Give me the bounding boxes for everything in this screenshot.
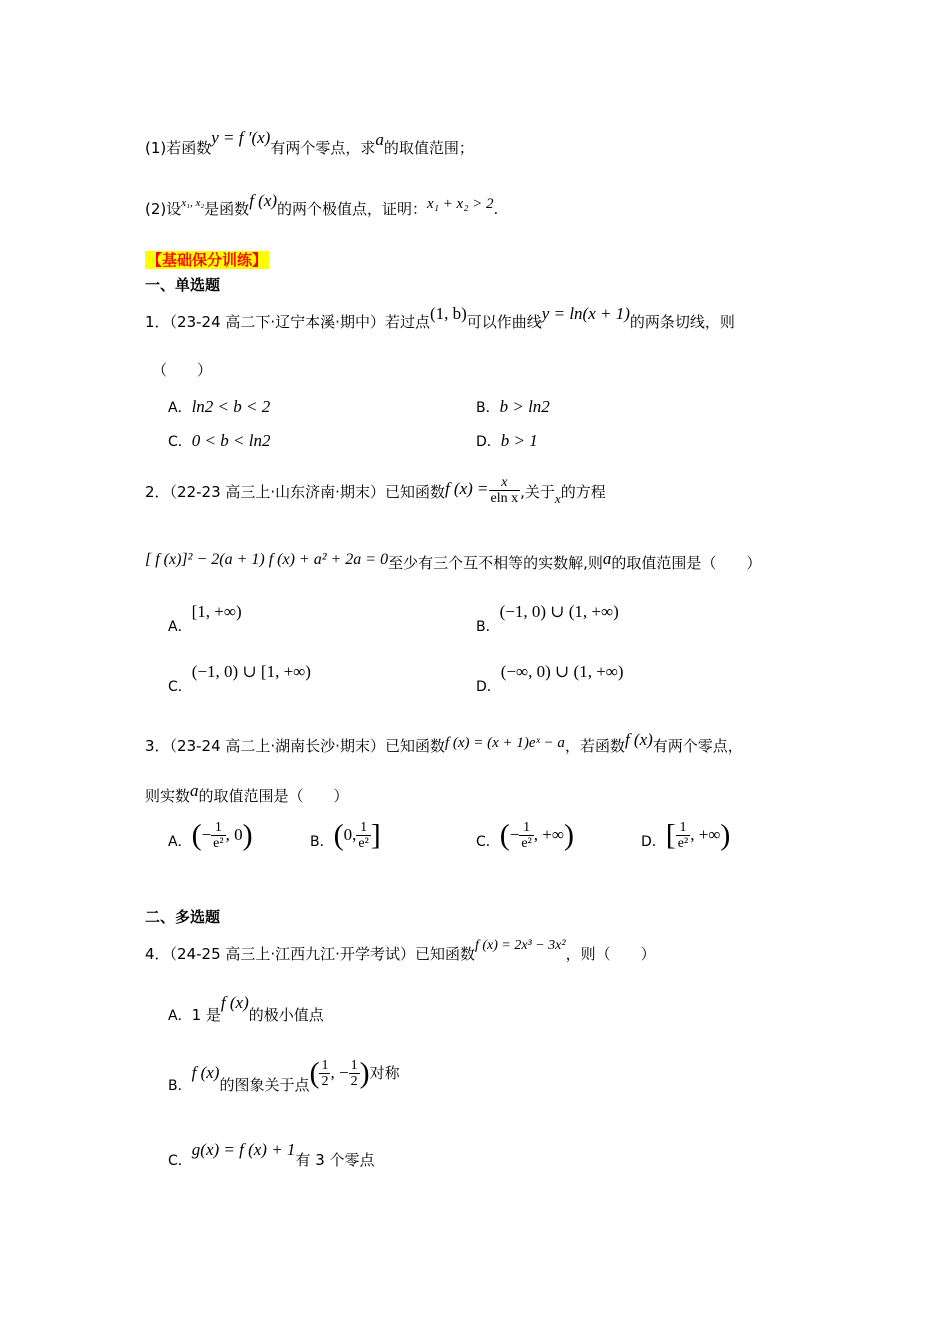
- q3-option-a-den: e²: [213, 836, 224, 851]
- part2-end: .: [493, 200, 499, 218]
- q4-end: ，则（ ）: [565, 945, 656, 963]
- q3-stem: [145, 730, 743, 757]
- q4-option-b-frac2: [349, 1058, 360, 1089]
- q3-func: f (x) = (x + 1)eˣ − a: [444, 735, 565, 751]
- q2-equation: [ f (x)]² − 2(a + 1) f (x) + a² + 2a = 0: [145, 551, 389, 568]
- q2-mid: ,关于: [520, 483, 555, 501]
- q4-option-c-post: 有 3 个零点: [295, 1151, 375, 1169]
- q3-option-a-rparen: ): [242, 818, 253, 852]
- q1-option-a[interactable]: [168, 397, 270, 418]
- q2-tail2: 的取值范围是（ ）: [611, 554, 762, 572]
- q1-curve: y = ln(x + 1): [541, 304, 630, 323]
- q3-option-b-lparen: (: [333, 818, 344, 852]
- q3-line2b: 的取值范围是（ ）: [198, 787, 349, 805]
- q1-option-c[interactable]: [168, 431, 270, 452]
- q3-option-b-rbracket: ]: [370, 818, 381, 852]
- q1-end: 的两条切线，则: [629, 313, 735, 331]
- q3-option-c-lparen: (: [499, 818, 510, 852]
- q2-var-a: a: [602, 549, 612, 568]
- q3-source: （23-24 高二上·湖南长沙·期末）已知函数: [169, 737, 445, 755]
- q3-option-c-rparen: ): [564, 818, 575, 852]
- q4-option-b-mid: 的图象关于点: [219, 1076, 310, 1094]
- q1-option-a-label: A．: [168, 400, 192, 416]
- q4-option-b-lparen: (: [309, 1056, 320, 1090]
- q3-option-d-den: e²: [677, 836, 689, 851]
- q4-option-c-label: C．: [168, 1153, 192, 1169]
- q1-source: （23-24 高二下·辽宁本溪·期中）若过点: [169, 313, 430, 331]
- q3-option-d-frac: [676, 820, 690, 851]
- q2-number: 2．: [145, 483, 170, 501]
- q3-option-c-den: e²: [521, 836, 532, 851]
- q3-option-c-num: 1: [519, 820, 533, 836]
- q2-option-b-label: B．: [476, 619, 500, 635]
- q4-option-b-n2: 1: [350, 1058, 358, 1073]
- q3-option-d-label: D．: [641, 834, 666, 850]
- q3-option-a-pre: −: [201, 825, 212, 844]
- part2-middle: 是函数: [204, 200, 250, 218]
- q2-fraction-den: eln x: [490, 491, 519, 506]
- q4-option-a-label: A．: [168, 1008, 192, 1024]
- q3-option-c-label: C．: [476, 834, 500, 850]
- q2-option-a-label: A．: [168, 619, 192, 635]
- q4-option-a[interactable]: [168, 993, 324, 1026]
- q2-option-a-text: [1, +∞): [191, 602, 242, 621]
- q2-stem: [145, 477, 606, 508]
- q1-option-a-text: ln2 < b < 2: [191, 397, 271, 416]
- q3-option-b-label: B．: [310, 834, 334, 850]
- part1-suffix: 的取值范围；: [383, 139, 474, 157]
- q3-option-d-num: 1: [676, 820, 690, 836]
- section-basic-heading: [145, 250, 269, 270]
- q1-option-b[interactable]: [476, 397, 550, 418]
- q4-option-b-sep: , −: [330, 1063, 349, 1082]
- q3-option-a-lparen: (: [191, 818, 202, 852]
- q2-fraction: [489, 475, 521, 506]
- q3-option-d-post: , +∞: [690, 825, 721, 844]
- q4-option-b-post: 对称: [369, 1064, 400, 1082]
- q4-option-b-d1: 2: [321, 1074, 329, 1089]
- q3-option-c-post: , +∞: [533, 825, 565, 844]
- q4-number: 4．: [145, 945, 170, 963]
- q4-option-b-d2: 2: [350, 1074, 358, 1089]
- q2-func: f (x) =: [444, 479, 489, 498]
- q4-option-c-func: g(x) = f (x) + 1: [191, 1140, 296, 1159]
- q2-option-c[interactable]: [168, 662, 311, 695]
- q1-option-d-label: D．: [476, 434, 501, 450]
- q3-option-d-lbracket: [: [665, 818, 676, 852]
- section-basic-label: 【基础保分训练】: [147, 251, 268, 269]
- q4-option-a-func: f (x): [220, 993, 249, 1012]
- q2-fraction-num: x: [489, 475, 521, 491]
- q3-option-c-pre: −: [509, 825, 520, 844]
- q3-option-b-num: 1: [356, 820, 370, 836]
- q4-option-b-label: B．: [168, 1078, 192, 1094]
- q3-option-a-frac: [211, 820, 225, 851]
- q2-tail: 至少有三个互不相等的实数解,则: [388, 554, 603, 572]
- q3-option-a[interactable]: [168, 820, 253, 851]
- q1-option-c-text: 0 < b < ln2: [191, 431, 271, 450]
- part2-vars: x₁, x₂: [181, 197, 205, 209]
- q1-option-b-text: b > ln2: [499, 397, 550, 416]
- section-single-heading: 一、单选题: [145, 276, 221, 294]
- q2-end: 的方程: [560, 483, 606, 501]
- q3-mid: ，若函数: [564, 737, 625, 755]
- q3-option-a-label: A．: [168, 834, 192, 850]
- q1-mid: 可以作曲线: [466, 313, 542, 331]
- q3-option-b[interactable]: [310, 820, 381, 851]
- q1-point: (1, b): [429, 304, 467, 323]
- part2-func: f (x): [249, 191, 278, 210]
- q2-option-d[interactable]: [476, 662, 624, 695]
- q4-option-b-rparen: ): [359, 1056, 370, 1090]
- q4-option-b[interactable]: [168, 1056, 400, 1094]
- q4-source: （24-25 高三上·江西九江·开学考试）已知函数: [169, 945, 475, 963]
- q2-option-d-text: (−∞, 0) ∪ (1, +∞): [500, 662, 624, 681]
- q2-option-c-text: (−1, 0) ∪ [1, +∞): [191, 662, 311, 681]
- q2-source: （22-23 高三上·山东济南·期末）已知函数: [169, 483, 445, 501]
- part2-ineq: x₁ + x₂ > 2: [427, 196, 494, 212]
- q2-option-c-label: C．: [168, 679, 192, 695]
- q1-option-d[interactable]: [476, 431, 538, 452]
- part2-middle2: 的两个极值点，证明：: [277, 200, 428, 218]
- part1-line: [145, 128, 474, 158]
- q2-option-d-label: D．: [476, 679, 501, 695]
- q1-option-d-text: b > 1: [500, 431, 538, 450]
- q3-number: 3．: [145, 737, 170, 755]
- q2-var: x: [554, 491, 561, 506]
- part1-var: a: [375, 130, 384, 149]
- section-multi-heading: 二、多选题: [145, 908, 221, 926]
- q4-option-b-func: f (x): [191, 1063, 220, 1082]
- q3-end: 有两个零点，: [652, 737, 743, 755]
- part2-line: [145, 191, 499, 221]
- q2-equation-line: [145, 549, 762, 574]
- q4-stem: [145, 938, 656, 966]
- q2-option-b-text: (−1, 0) ∪ (1, +∞): [499, 602, 619, 621]
- q3-option-d[interactable]: [641, 820, 730, 851]
- part1-formula: y = f ′(x): [211, 128, 271, 147]
- q4-func: f (x) = 2x³ − 3x²: [474, 938, 566, 953]
- q4-option-a-pre: 1 是: [191, 1006, 221, 1024]
- q2-option-a[interactable]: [168, 602, 242, 635]
- q4-option-b-frac1: [319, 1058, 330, 1089]
- q3-option-a-post: , 0: [225, 825, 243, 844]
- q4-option-a-post: 的极小值点: [248, 1006, 324, 1024]
- q2-option-b[interactable]: [476, 602, 619, 635]
- q1-stem: [145, 304, 735, 332]
- q3-option-b-pre: 0,: [343, 825, 357, 844]
- q3-option-a-num: 1: [211, 820, 225, 836]
- q3-option-c-frac: [519, 820, 533, 851]
- q1-number: 1．: [145, 313, 170, 331]
- part1-middle: 有两个零点，求: [270, 139, 376, 157]
- q1-option-c-label: C．: [168, 434, 192, 450]
- q3-option-c[interactable]: [476, 820, 574, 851]
- q3-option-b-frac: [356, 820, 370, 851]
- q1-option-b-label: B．: [476, 400, 500, 416]
- q3-option-d-rparen: ): [720, 818, 731, 852]
- q3-func2: f (x): [624, 730, 653, 749]
- q3-var: a: [190, 781, 199, 800]
- q3-option-b-den: e²: [358, 836, 369, 851]
- q1-paren: （ ）: [152, 361, 213, 379]
- q3-stem-line2: [145, 781, 349, 806]
- part2-prefix: (2)设: [145, 200, 182, 218]
- part1-prefix: (1)若函数: [145, 139, 212, 157]
- q4-option-b-n1: 1: [321, 1058, 329, 1073]
- q4-option-c[interactable]: [168, 1140, 375, 1169]
- q3-line2: 则实数: [145, 787, 191, 805]
